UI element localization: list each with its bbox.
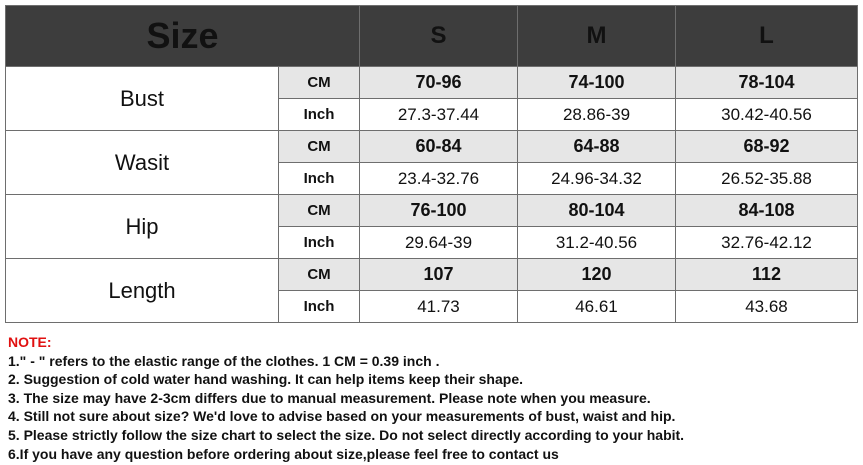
- measure-label-hip: Hip: [6, 195, 279, 259]
- table-cell: 60-84: [360, 131, 518, 163]
- unit-inch-label: Inch: [279, 163, 360, 195]
- table-cell: 84-108: [676, 195, 858, 227]
- waist-cm-row: [6, 131, 858, 163]
- table-cell: 78-104: [676, 67, 858, 99]
- note-item: 5. Please strictly follow the size chart to select the size. Do not select directly according to your habit.: [8, 426, 685, 443]
- table-cell: 31.2-40.56: [518, 227, 676, 259]
- size-s-header: S: [360, 6, 518, 67]
- table-cell: 28.86-39: [518, 99, 676, 131]
- measure-label-waist: Wasit: [6, 131, 279, 195]
- table-cell: 30.42-40.56: [676, 99, 858, 131]
- table-cell: 64-88: [518, 131, 676, 163]
- table-cell: 120: [518, 259, 676, 291]
- table-cell: 23.4-32.76: [360, 163, 518, 195]
- note-item: 4. Still not sure about size? We'd love to advise based on your measurements of bust, waist and hip.: [8, 408, 676, 425]
- note-item: 3. The size may have 2-3cm differs due to manual measurement. Please note when you measure.: [8, 389, 651, 406]
- table-cell: 43.68: [676, 291, 858, 323]
- note-item: 2. Suggestion of cold water hand washing. It can help items keep their shape.: [8, 371, 523, 388]
- table-cell: 26.52-35.88: [676, 163, 858, 195]
- table-cell: 46.61: [518, 291, 676, 323]
- table-cell: 32.76-42.12: [676, 227, 858, 259]
- note-item: 1." - " refers to the elastic range of the clothes. 1 CM = 0.39 inch .: [8, 352, 440, 369]
- bust-cm-row: [6, 67, 858, 99]
- header-row: [6, 6, 858, 67]
- hip-cm-row: [6, 195, 858, 227]
- measure-label-length: Length: [6, 259, 279, 323]
- table-cell: 70-96: [360, 67, 518, 99]
- unit-inch-label: Inch: [279, 99, 360, 131]
- note-title: NOTE:: [8, 334, 52, 350]
- unit-cm-label: CM: [279, 131, 360, 163]
- notes-section: [8, 333, 858, 463]
- unit-cm-label: CM: [279, 259, 360, 291]
- unit-inch-label: Inch: [279, 291, 360, 323]
- size-l-header: L: [676, 6, 858, 67]
- table-cell: 68-92: [676, 131, 858, 163]
- size-header: Size: [6, 6, 360, 67]
- unit-cm-label: CM: [279, 195, 360, 227]
- measure-label-bust: Bust: [6, 67, 279, 131]
- table-cell: 41.73: [360, 291, 518, 323]
- table-cell: 76-100: [360, 195, 518, 227]
- size-m-header: M: [518, 6, 676, 67]
- table-cell: 27.3-37.44: [360, 99, 518, 131]
- table-cell: 107: [360, 259, 518, 291]
- unit-inch-label: Inch: [279, 227, 360, 259]
- length-cm-row: [6, 259, 858, 291]
- table-cell: 112: [676, 259, 858, 291]
- table-cell: 80-104: [518, 195, 676, 227]
- table-cell: 74-100: [518, 67, 676, 99]
- table-cell: 29.64-39: [360, 227, 518, 259]
- table-cell: 24.96-34.32: [518, 163, 676, 195]
- size-chart-table: [5, 5, 858, 323]
- unit-cm-label: CM: [279, 67, 360, 99]
- note-item: 6.If you have any question before ordering about size,please feel free to contact us: [8, 445, 559, 462]
